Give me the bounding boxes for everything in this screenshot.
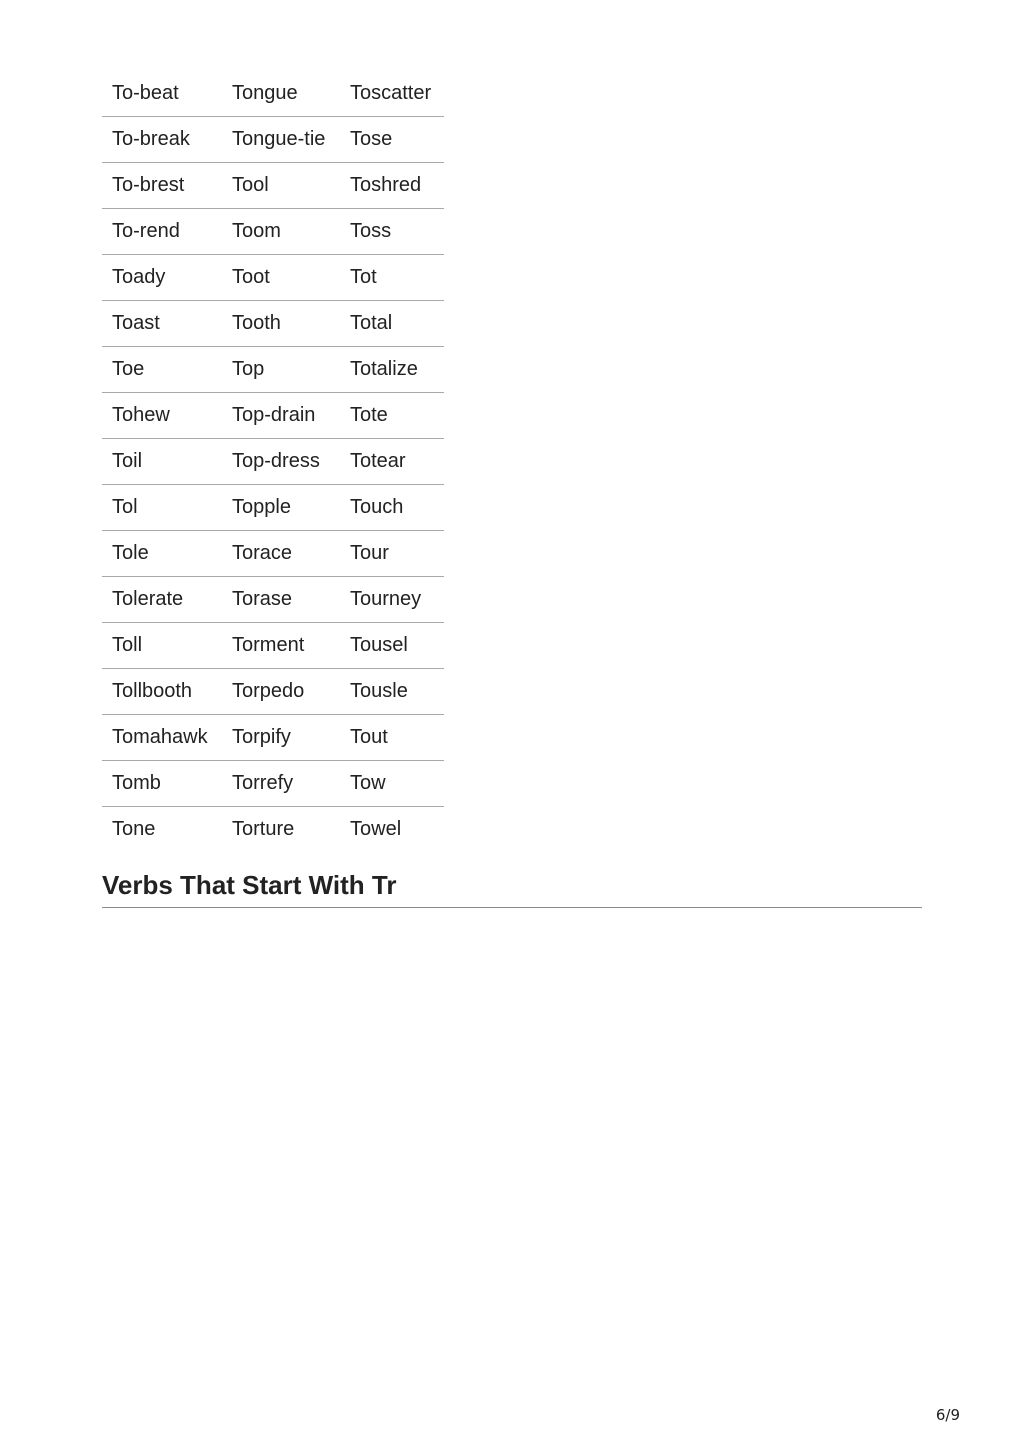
table-cell: Toom [222,209,340,255]
table-cell: Top-drain [222,393,340,439]
table-cell: Tot [340,255,444,301]
table-cell: Torase [222,577,340,623]
table-cell: Torpedo [222,669,340,715]
table-cell: Torpify [222,715,340,761]
table-row [102,117,444,163]
table-cell: Tohew [102,393,222,439]
table-cell: Totear [340,439,444,485]
table-cell: Tooth [222,301,340,347]
table-cell: Tote [340,393,444,439]
table-row [102,485,444,531]
table-row [102,255,444,301]
page-number: 6/9 [935,1406,960,1424]
table-cell: Toady [102,255,222,301]
table-cell: To-beat [112,82,179,104]
table-cell: To-break [102,117,222,163]
table-cell: Tourney [340,577,444,623]
table-cell: Toe [102,347,222,393]
table-row [102,807,444,853]
table-row [102,71,444,117]
table-cell: Toss [340,209,444,255]
table-cell: Tool [222,163,340,209]
table-cell: Tomb [102,761,222,807]
table-cell: Tongue [232,82,298,104]
table-row [102,439,444,485]
table-cell: Torment [222,623,340,669]
table-cell: Touch [340,485,444,531]
table-cell: Torace [222,531,340,577]
table-row [102,347,444,393]
table-cell: Tollbooth [102,669,222,715]
table-row [102,715,444,761]
table-row [102,669,444,715]
table-cell: Toll [102,623,222,669]
table-cell: Toil [102,439,222,485]
table-row [102,577,444,623]
table-cell: Toot [222,255,340,301]
table-cell: Torture [222,807,340,853]
table-cell: Toscatter [350,82,432,104]
table-cell: Toshred [340,163,444,209]
table-cell: Toast [102,301,222,347]
table-cell: Tone [102,807,222,853]
table-cell: Tongue-tie [222,117,340,163]
table-row [102,393,444,439]
table-row [102,531,444,577]
word-table-body [102,71,444,852]
table-row [102,163,444,209]
table-cell: Tolerate [102,577,222,623]
table-cell: Tout [340,715,444,761]
table-cell: Tol [102,485,222,531]
table-cell: To-brest [102,163,222,209]
table-cell: Topple [222,485,340,531]
table-cell: Tousel [340,623,444,669]
table-row [102,209,444,255]
word-table [102,71,444,852]
table-cell: Tousle [340,669,444,715]
table-cell: Tow [340,761,444,807]
table-row [102,623,444,669]
table-cell: Tole [102,531,222,577]
section-heading: Verbs That Start With Tr [102,868,922,908]
table-cell: Tour [340,531,444,577]
table-cell: To-rend [102,209,222,255]
table-cell: Top-dress [222,439,340,485]
table-cell: Total [340,301,444,347]
table-cell: Tose [340,117,444,163]
table-cell: Tomahawk [102,715,222,761]
table-cell: Top [222,347,340,393]
table-cell: Torrefy [222,761,340,807]
table-cell: Totalize [340,347,444,393]
table-row [102,761,444,807]
table-row [102,301,444,347]
table-cell: Towel [340,807,444,853]
